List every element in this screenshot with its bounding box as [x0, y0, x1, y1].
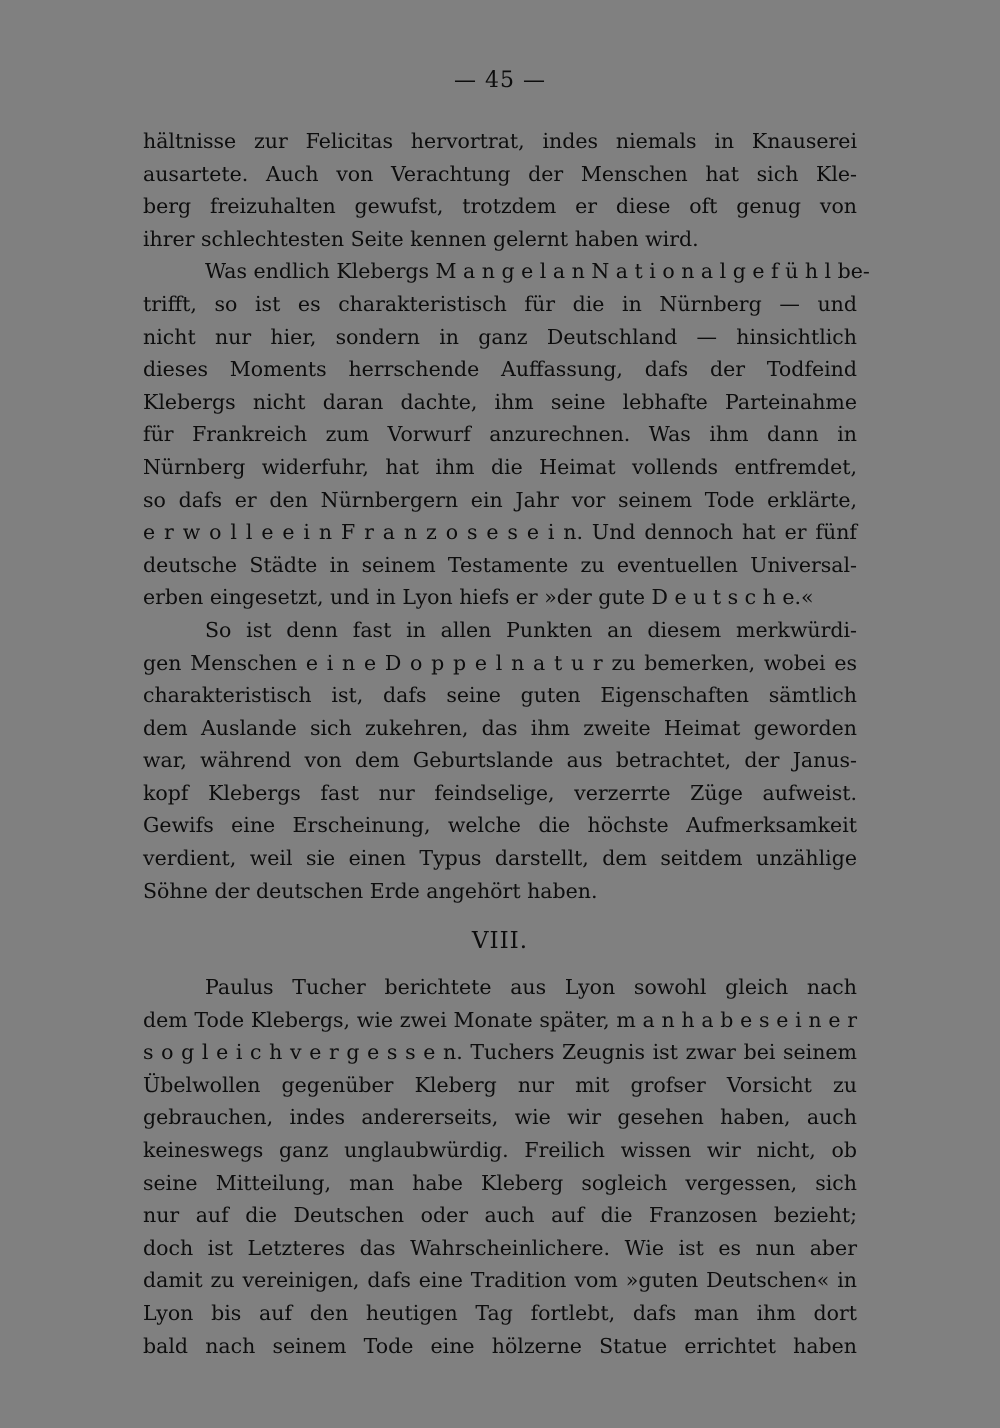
text-line: dem Tode Klebergs, wie zwei Monate später, m a n h a b e s e i n e r — [143, 1007, 857, 1032]
text-line: doch ist Letzteres das Wahrscheinlichere. Wie ist es nun aber — [143, 1235, 857, 1260]
text-line: nicht nur hier, sondern in ganz Deutschland — hinsichtlich — [143, 324, 857, 349]
text-line: So ist denn fast in allen Punkten an diesem merkwürdi- — [205, 617, 857, 642]
text-line: für Frankreich zum Vorwurf anzurechnen. Was ihm dann in — [143, 422, 857, 447]
text-line: trifft, so ist es charakteristisch für die in Nürnberg — und — [143, 291, 857, 316]
text-line: deutsche Städte in seinem Testamente zu eventuellen Universal- — [143, 552, 857, 577]
text-line: e r w o l l e e i n F r a n z o s e s e i n. Und dennoch hat er fünf — [143, 520, 857, 545]
text-line: bald nach seinem Tode eine hölzerne Statue errichtet haben — [143, 1333, 857, 1358]
text-line: Klebergs nicht daran dachte, ihm seine lebhafte Parteinahme — [143, 389, 857, 414]
text-line: gen Menschen e i n e D o p p e l n a t u r zu bemerken, wobei es — [143, 650, 857, 675]
text-line: gebrauchen, indes andererseits, wie wir gesehen haben, auch — [143, 1105, 857, 1130]
text-line: berg freizuhalten gewufst, trotzdem er diese oft genug von — [143, 194, 857, 219]
text-line: ausartete. Auch von Verachtung der Menschen hat sich Kle- — [143, 161, 857, 186]
text-line: nur auf die Deutschen oder auch auf die Franzosen bezieht; — [143, 1203, 857, 1228]
text-line: hältnisse zur Felicitas hervortrat, indes niemals in Knauserei — [143, 129, 857, 153]
body-text-after — [143, 971, 857, 1362]
text-line: kopf Klebergs fast nur feindselige, verzerrte Züge aufweist. — [143, 780, 857, 805]
text-line: Übelwollen gegenüber Kleberg nur mit grofser Vorsicht zu — [143, 1072, 857, 1097]
text-line: seine Mitteilung, man habe Kleberg sogleich vergessen, sich — [143, 1170, 857, 1195]
text-line: damit zu vereinigen, dafs eine Tradition vom »guten Deutschen« in — [143, 1268, 857, 1293]
text-line: Was endlich Klebergs M a n g e l a n N a t i o n a l g e f ü h l be- — [205, 259, 870, 284]
section-heading: VIII. — [471, 928, 529, 954]
text-line: Lyon bis auf den heutigen Tag fortlebt, dafs man ihm dort — [143, 1300, 857, 1325]
text-line: erben eingesetzt, und in Lyon hiefs er »der gute D e u t s c h e.« — [143, 585, 814, 610]
text-line: dieses Moments herrschende Auffassung, dafs der Todfeind — [143, 357, 857, 382]
text-line: Nürnberg widerfuhr, hat ihm die Heimat vollends entfremdet, — [143, 454, 857, 479]
text-line: dem Auslande sich zukehren, das ihm zweite Heimat geworden — [143, 715, 857, 740]
page-number: — 45 — — [454, 68, 546, 93]
text-line: Söhne der deutschen Erde angehört haben. — [143, 878, 598, 903]
text-line: Gewifs eine Erscheinung, welche die höchste Aufmerksamkeit — [143, 813, 857, 838]
text-line: charakteristisch ist, dafs seine guten Eigenschaften sämtlich — [143, 683, 857, 708]
text-line: war, während von dem Geburtslande aus betrachtet, der Janus- — [143, 748, 857, 773]
text-line: ihrer schlechtesten Seite kennen gelernt haben wird. — [143, 226, 699, 251]
text-line: s o g l e i c h v e r g e s s e n. Tuchers Zeugnis ist zwar bei seinem — [143, 1040, 857, 1065]
text-line: keineswegs ganz unglaubwürdig. Freilich wissen wir nicht, ob — [143, 1137, 857, 1162]
text-line: so dafs er den Nürnbergern ein Jahr vor seinem Tode erklärte, — [143, 487, 857, 512]
body-text-before — [143, 125, 870, 907]
text-line: verdient, weil sie einen Typus darstellt, dem seitdem unzählige — [143, 846, 857, 871]
text-line: Paulus Tucher berichtete aus Lyon sowohl gleich nach — [205, 975, 857, 999]
